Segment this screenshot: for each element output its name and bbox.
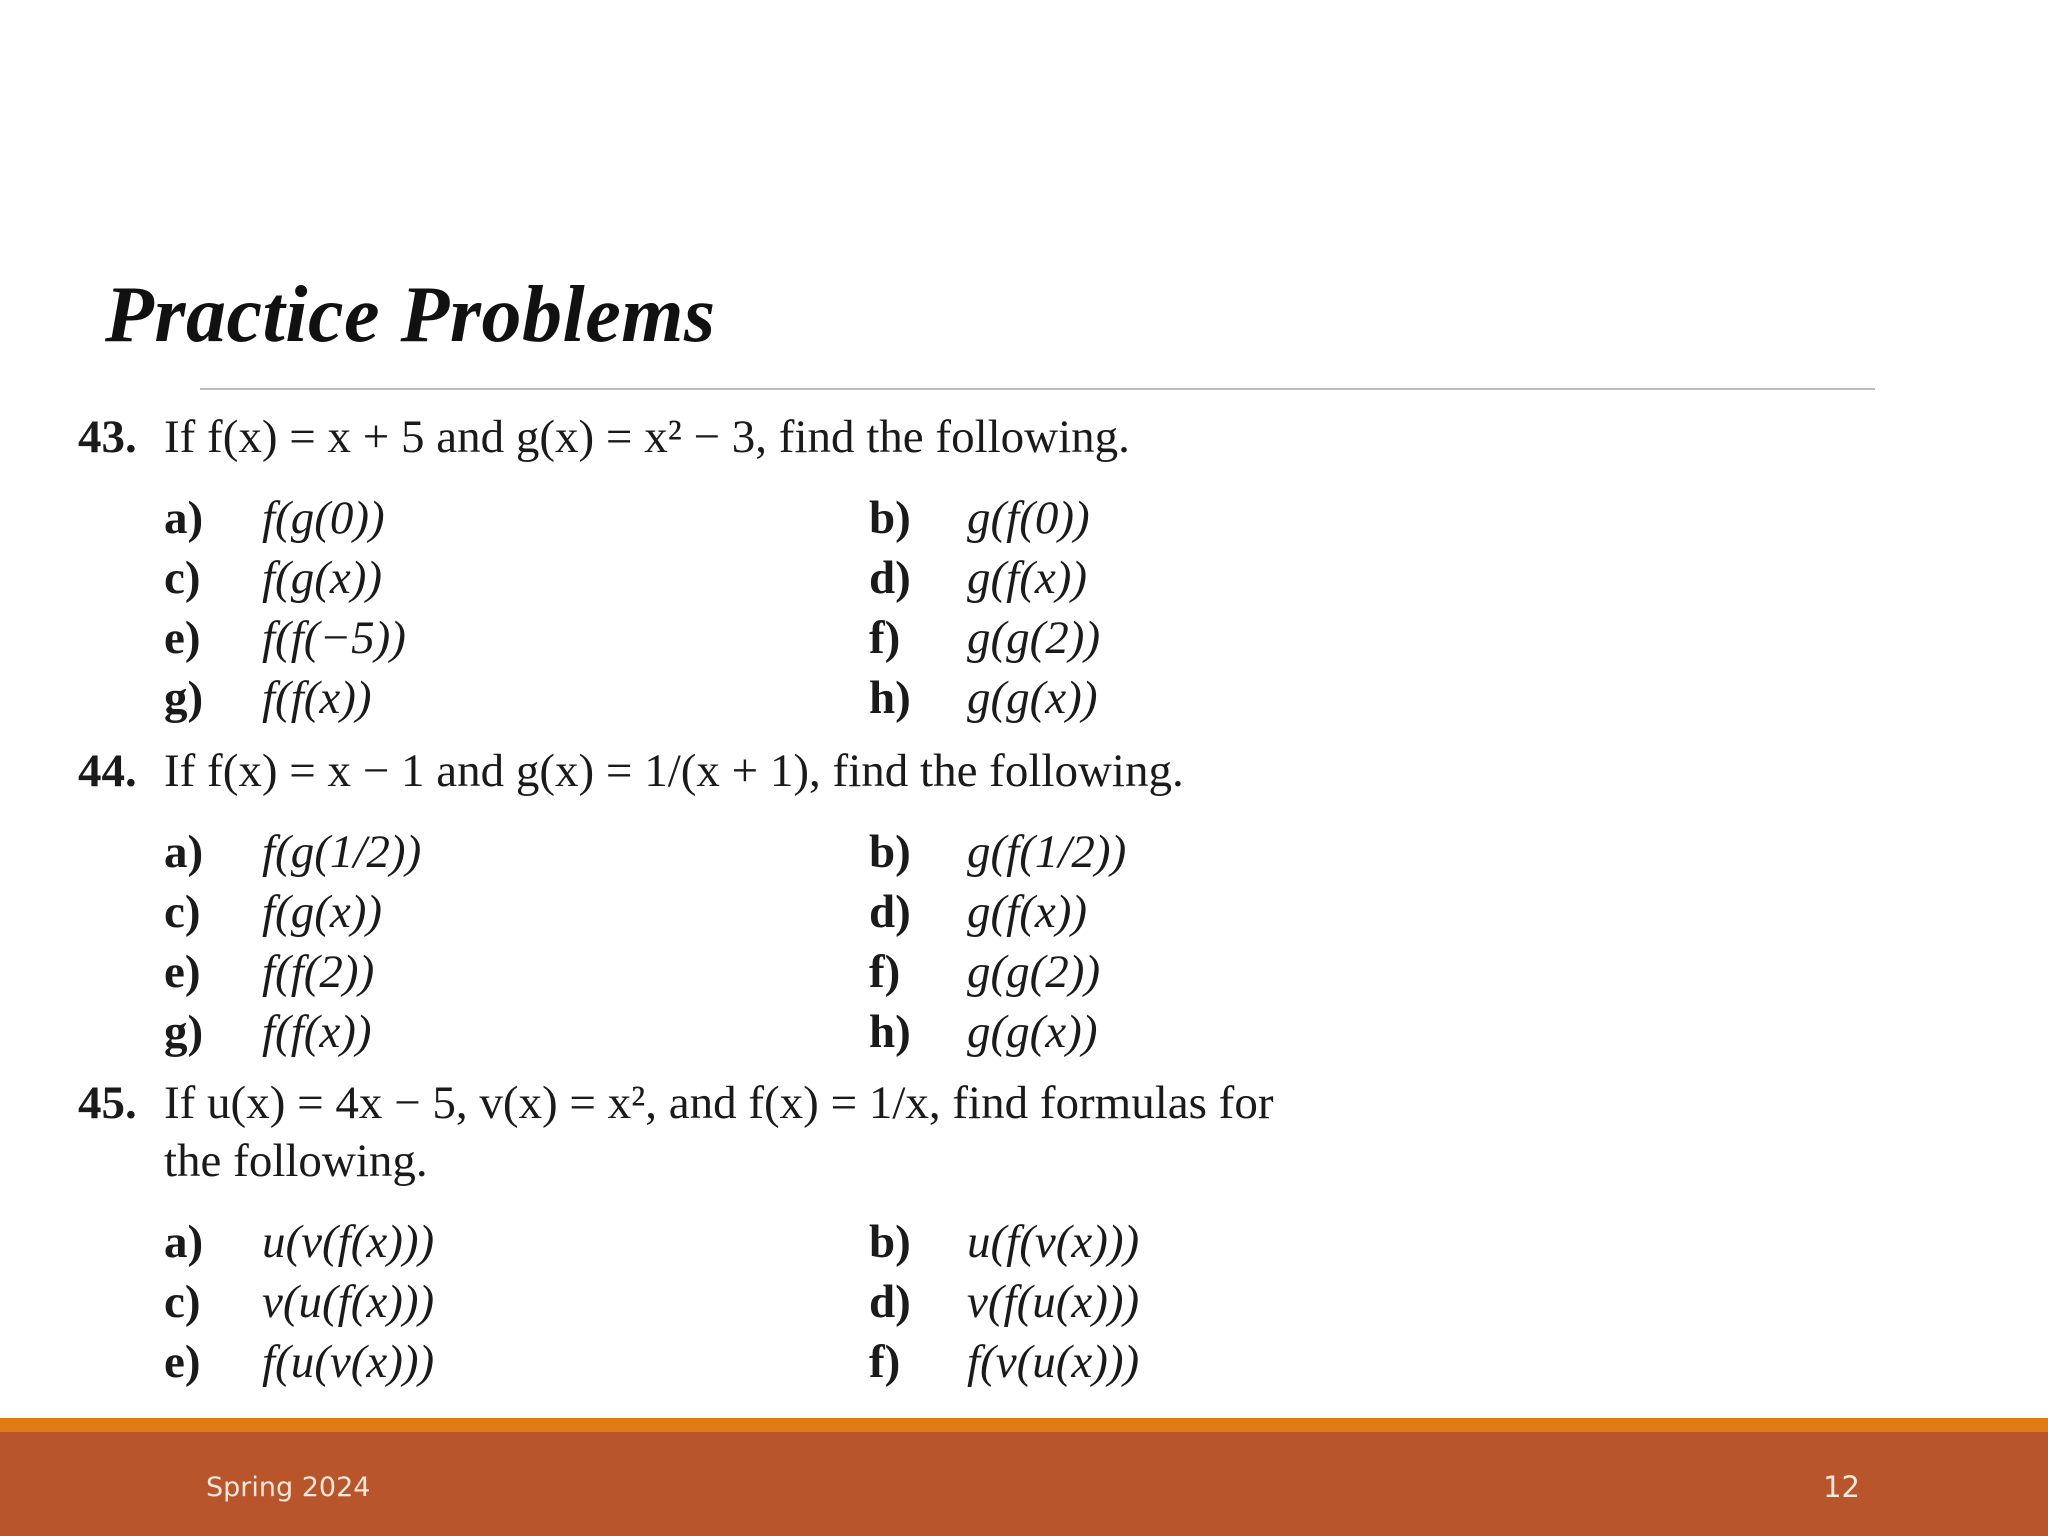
part-item	[869, 488, 1469, 548]
part-label: e)	[164, 612, 201, 664]
part-expression: g(g(x))	[967, 672, 1098, 724]
part-expression: g(g(2))	[967, 946, 1101, 998]
part-expression: f(f(x))	[262, 672, 372, 724]
problem-parts	[164, 822, 1528, 1062]
part-label: f)	[869, 946, 901, 998]
part-item	[164, 548, 869, 608]
problem-list	[78, 408, 1528, 1392]
part-label: c)	[164, 1276, 201, 1328]
part-label: f)	[869, 1336, 901, 1388]
problem-43	[78, 408, 1528, 728]
part-expression: f(g(1/2))	[262, 826, 422, 878]
part-item	[164, 668, 869, 728]
part-label: h)	[869, 672, 911, 724]
part-item	[164, 822, 869, 882]
part-item	[164, 608, 869, 668]
problem-number: 43.	[78, 411, 137, 463]
part-label: a)	[164, 1216, 204, 1268]
part-expression: f(f(x))	[262, 1006, 372, 1058]
part-label: b)	[869, 1216, 911, 1268]
part-label: d)	[869, 886, 911, 938]
part-item	[164, 1002, 869, 1062]
part-item	[164, 1272, 869, 1332]
part-item	[869, 1212, 1469, 1272]
problem-statement-continued: the following.	[164, 1135, 428, 1187]
part-expression: u(v(f(x)))	[262, 1216, 435, 1268]
part-item	[869, 1272, 1469, 1332]
part-expression: f(v(u(x)))	[967, 1336, 1140, 1388]
part-expression: f(g(x))	[262, 886, 383, 938]
part-label: g)	[164, 672, 204, 724]
slide-footer	[0, 1432, 2048, 1536]
part-item	[869, 1002, 1469, 1062]
part-expression: f(f(−5))	[262, 612, 406, 664]
problem-parts	[164, 488, 1528, 728]
footer-accent-strip	[0, 1418, 2048, 1432]
part-label: d)	[869, 552, 911, 604]
part-expression: f(u(v(x)))	[262, 1336, 435, 1388]
part-item	[869, 548, 1469, 608]
problem-number: 45.	[78, 1077, 137, 1129]
title-divider	[200, 388, 1875, 390]
problem-44	[78, 742, 1528, 1062]
problem-stem	[78, 742, 1528, 800]
part-label: d)	[869, 1276, 911, 1328]
part-expression: f(f(2))	[262, 946, 375, 998]
part-label: e)	[164, 946, 201, 998]
footer-date: Spring 2024	[206, 1472, 371, 1503]
part-label: b)	[869, 492, 911, 544]
part-expression: v(f(u(x)))	[967, 1276, 1140, 1328]
part-expression: f(g(0))	[262, 492, 385, 544]
problem-stem	[78, 1074, 1528, 1190]
part-expression: g(f(1/2))	[967, 826, 1127, 878]
part-expression: g(g(x))	[967, 1006, 1098, 1058]
part-label: e)	[164, 1336, 201, 1388]
part-label: f)	[869, 612, 901, 664]
problem-statement: If u(x) = 4x − 5, v(x) = x², and f(x) = 1/x, find formulas for	[164, 1077, 1274, 1129]
part-item	[164, 1332, 869, 1392]
part-label: h)	[869, 1006, 911, 1058]
part-item	[869, 1332, 1469, 1392]
part-label: a)	[164, 492, 204, 544]
part-expression: v(u(f(x)))	[262, 1276, 435, 1328]
part-expression: g(f(x))	[967, 886, 1088, 938]
problem-number: 44.	[78, 745, 137, 797]
part-item	[164, 882, 869, 942]
problem-statement: If f(x) = x + 5 and g(x) = x² − 3, find the following.	[164, 411, 1130, 463]
part-label: c)	[164, 886, 201, 938]
part-label: c)	[164, 552, 201, 604]
part-expression: g(f(0))	[967, 492, 1090, 544]
part-label: a)	[164, 826, 204, 878]
part-expression: f(g(x))	[262, 552, 383, 604]
part-item	[164, 942, 869, 1002]
slide-title: Practice Problems	[105, 271, 716, 359]
part-expression: g(g(2))	[967, 612, 1101, 664]
part-item	[869, 608, 1469, 668]
part-item	[164, 1212, 869, 1272]
part-item	[869, 822, 1469, 882]
part-item	[869, 668, 1469, 728]
part-label: g)	[164, 1006, 204, 1058]
part-item	[869, 882, 1469, 942]
part-item	[164, 488, 869, 548]
problem-stem	[78, 408, 1528, 466]
part-item	[869, 942, 1469, 1002]
part-expression: u(f(v(x)))	[967, 1216, 1140, 1268]
problem-statement: If f(x) = x − 1 and g(x) = 1/(x + 1), find the following.	[164, 745, 1184, 797]
page-number: 12	[1823, 1470, 1860, 1504]
problem-45	[78, 1074, 1528, 1392]
part-label: b)	[869, 826, 911, 878]
part-expression: g(f(x))	[967, 552, 1088, 604]
problem-parts	[164, 1212, 1528, 1392]
